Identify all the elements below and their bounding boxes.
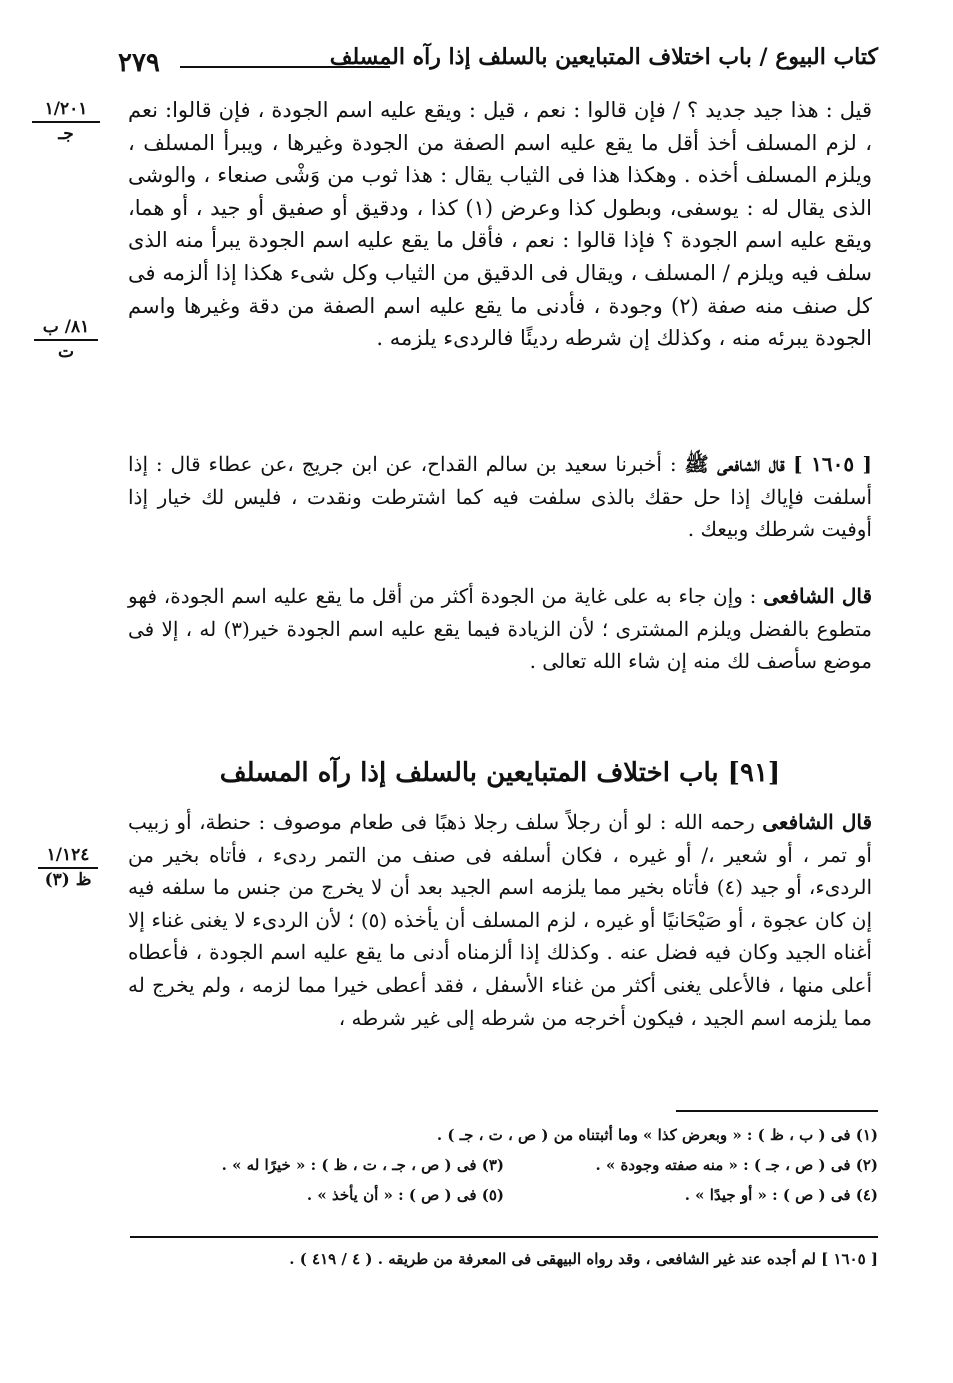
paragraph-shafii-lead: قال الشافعى	[763, 584, 873, 608]
page-header	[118, 40, 878, 86]
page-number: ٢٧٩	[118, 48, 160, 78]
footnote-4: (٤) فى ( ص ) : « أو جيدًا » .	[684, 1186, 878, 1204]
takhrij-note: [ ١٦٠٥ ] لم أجده عند غير الشافعى ، وقد رواه البيهقى فى المعرفة من طريقه . ( ٤ / ٤١٩ ) .	[289, 1250, 878, 1268]
paragraph-shafii-text: : وإن جاء به على غاية من الجودة أكثر من أقل ما يقع عليه اسم الجودة، فهو متطوع بالفضل ويلزم المشترى ؛ لأن الزيادة فيما يقع عليه اسم الجودة خير(٣) له ، إلا فى موضع سأصف لك منه إن شاء الله تعالى .	[128, 584, 873, 674]
header-rule	[180, 66, 390, 68]
margin-note-2-top: ٨١/ ب	[34, 318, 98, 341]
running-title: كتاب البيوع / باب اختلاف المتبايعين بالسلف إذا رآه المسلف	[329, 44, 878, 70]
paragraph-1605-lead: [ ١٦٠٥ ] قال الشافعى ﷺ	[684, 452, 873, 476]
footnote-row	[130, 1120, 878, 1150]
paragraph-1605	[128, 448, 872, 546]
margin-note-3	[38, 846, 98, 889]
paragraph-section-lead: قال الشافعى	[762, 810, 873, 834]
paragraph-section	[128, 806, 872, 1034]
paragraph-1605-text: : أخبرنا سعيد بن سالم القداح، عن ابن جريج ،عن عطاء قال : إذا أسلفت فإياك إذا حل حقك بالذى سلفت فيه كما اشترطت ونقدت ، فليس لك خيار إذا أوفيت شرطك وبيعك .	[128, 452, 872, 542]
footnote-row	[130, 1150, 878, 1180]
footnote-1: (١) فى ( ب ، ظ ) : « وبعرض كذا » وما أثبتناه من ( ص ، ت ، جـ ) .	[436, 1126, 878, 1144]
paragraph-shafii	[128, 580, 872, 678]
footnote-3: (٣) فى ( ص ، جـ ، ت ، ظ ) : « خيرًا له » .	[221, 1156, 504, 1174]
section-heading: [٩١] باب اختلاف المتبايعين بالسلف إذا رآه المسلف	[219, 758, 781, 788]
margin-note-3-top: ١/١٢٤	[38, 846, 98, 869]
footnotes-rule	[676, 1110, 878, 1112]
margin-note-1-bottom: جـ	[58, 123, 74, 144]
footnote-row	[130, 1180, 878, 1210]
footnote-5: (٥) فى ( ص ) : « أن يأخذ » .	[306, 1186, 504, 1204]
margin-note-3-bottom: ظ (٣)	[44, 869, 92, 890]
margin-note-1	[32, 100, 100, 143]
footnotes	[130, 1120, 878, 1210]
takhrij-rule	[130, 1236, 878, 1238]
margin-note-2	[34, 318, 98, 361]
margin-note-2-bottom: ت	[57, 341, 74, 362]
margin-note-1-top: ١/٢٠١	[32, 100, 100, 123]
intro-paragraph: قيل : هذا جيد جديد ؟ / فإن قالوا : نعم ، قيل : ويقع عليه اسم الجودة ، فإن قالوا: نعم ، لزم المسلف أخذ أقل ما يقع عليه اسم الصفة من الجودة وغيرها ، ويبرأ المسلف ، ويلزم المسلف أخذه . وهكذا هذا فى الثياب يقال : هذا ثوب من وَشْى صنعاء ، والوشى الذى يقال له : يوسفى، وبطول كذا وعرض (١) كذا ، ودقيق أو صفيق أو جيد ، أو هما، ويقع عليه اسم الجودة ؟ فإذا قالوا : نعم ، فأقل ما يقع عليه اسم الجودة يبرأ منه الذى سلف فيه ويلزم / المسلف ، ويقال فى الدقيق من الثياب وكل شىء هكذا إذا ألزمه فى كل صنف منه صفة (٢) وجودة ، فأدنى ما يقع عليه اسم الصفة من دقة وغيرها واسم الجودة يبرئه منه ، وكذلك إن شرطه رديئًا فالردىء يلزمه .	[128, 98, 872, 351]
paragraph-section-text: رحمه الله : لو أن رجلاً سلف رجلا ذهبًا فى طعام موصوف : حنطة، أو زبيب أو تمر ، أو شعير ،/ أو غيره ، فكان أسلفه فى صنف من التمر ردىء ، فأتاه بخير من الردىء، أو جيد (٤) فأتاه بخير مما يلزمه اسم الجيد بعد أن لا يخرج من جنس ما سلفه فيه إن كان عجوة ، أو صَيْحَانيًا أو غيره ، لزم المسلف أن يأخذه (٥) ؛ لأن الردىء لا يغنى غناء إلا أغناه الجيد وكان فيه فضل عنه . وكذلك إذا ألزمناه أدنى ما يقع عليه اسم الجودة ، فأعطاه أعلى منها ، فالأعلى يغنى أكثر من غناء الأسفل ، فقد أعطى خيرا مما لزمه ، ولم يخرج له مما يلزمه اسم الجيد ، فيكون أخرجه من شرطه إلى غير شرطه ،	[128, 810, 873, 1030]
footnote-2: (٢) فى ( ص ، جـ ) : « منه صفته وجودة » .	[595, 1156, 878, 1174]
